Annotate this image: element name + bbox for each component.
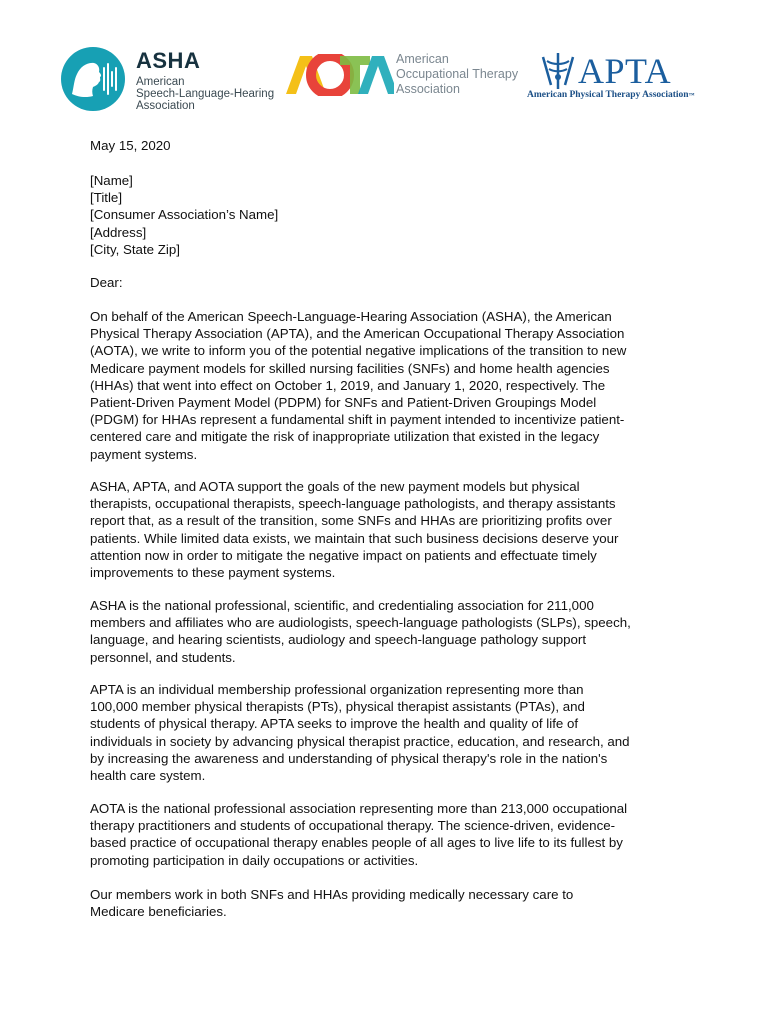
paragraph-line: therapists, occupational therapists, speech-language pathologists, and therapy assistants	[90, 496, 616, 512]
paragraph-line: students of physical therapy. APTA seeks to improve the health and quality of life of	[90, 716, 579, 732]
paragraph-line: therapy practitioners and students of occupational therapy. The science-driven, evidence-	[90, 818, 616, 834]
apta-full-name: American Physical Therapy Association™	[527, 90, 695, 100]
paragraph-line: improvements to these payment systems.	[90, 565, 336, 581]
paragraph-line: Patient-Driven Payment Model (PDPM) for SNFs and Patient-Driven Groupings Model	[90, 395, 597, 411]
paragraph-line: (PDGM) for HHAs represent a fundamental shift in payment intended to incentivize patient-	[90, 412, 625, 428]
address-line: [Title]	[90, 190, 123, 206]
paragraph-line: (AOTA), we write to inform you of the potential negative implications of the transition to new	[90, 343, 627, 359]
paragraph-line: centered care and mitigate the risk of inappropriate utilization that existed in the legacy	[90, 429, 600, 445]
paragraph-members	[90, 886, 690, 920]
address-line: [Address]	[90, 224, 147, 240]
paragraph-line: by increasing the awareness and understanding of physical therapy's role in the nation's	[90, 750, 608, 766]
paragraph-line: attention now in order to mitigate the negative impact on patients and effectuate timely	[90, 547, 597, 563]
letter-date: May 15, 2020	[90, 138, 171, 153]
apta-caduceus-icon	[541, 53, 575, 89]
asha-name-line: Speech-Language-Hearing	[136, 88, 275, 100]
address-line: [Name]	[90, 173, 133, 188]
address-line: [City, State Zip]	[90, 241, 180, 257]
paragraph-intro	[90, 308, 690, 463]
paragraph-aota	[90, 800, 690, 869]
aota-name-line: Association	[396, 82, 460, 96]
paragraph-line: members and affiliates who are audiologists, speech-language pathologists (SLPs), speech,	[90, 615, 631, 631]
paragraph-line: language, and hearing scientists, audiology and speech-language pathology support	[90, 632, 587, 648]
paragraph-apta	[90, 681, 690, 784]
paragraph-line: ASHA is the national professional, scientific, and credentialing association for 211,000	[90, 598, 594, 613]
paragraph-support	[90, 478, 690, 581]
paragraph-line: (HHAs) that went into effect on October 1, 2019, and January 1, 2020, respectively. The	[90, 377, 606, 393]
paragraph-line: Our members work in both SNFs and HHAs providing medically necessary care to	[90, 887, 574, 902]
aota-wordmark-graphic	[284, 54, 394, 96]
paragraph-line: On behalf of the American Speech-Language-Hearing Association (ASHA), the American	[90, 309, 612, 324]
apta-wordmark: APTA	[578, 51, 672, 91]
apta-logo	[527, 50, 699, 106]
paragraph-line: 100,000 member physical therapists (PTs), physical therapist assistants (PTAs), and	[90, 699, 585, 715]
paragraph-line: patients. While limited data exists, we maintain that such business decisions deserve your	[90, 530, 619, 546]
asha-wordmark: ASHA	[136, 48, 201, 73]
aota-name-line: American	[396, 52, 449, 66]
paragraph-line: ASHA, APTA, and AOTA support the goals of the new payment models but physical	[90, 479, 580, 494]
asha-name-line: American	[136, 76, 185, 88]
salutation: Dear:	[90, 275, 123, 290]
paragraph-line: based practice of occupational therapy enables people of all ages to live life to its fullest by	[90, 835, 623, 851]
aota-name-line: Occupational Therapy	[396, 67, 519, 81]
paragraph-line: payment systems.	[90, 446, 198, 462]
paragraph-line: Medicare beneficiaries.	[90, 904, 227, 920]
aota-logo	[284, 50, 529, 102]
paragraph-line: individuals in society by advancing physical therapist practice, education, and research, and	[90, 733, 630, 749]
asha-head-profile-icon	[60, 46, 126, 112]
paragraph-line: report that, as a result of the transition, some SNFs and HHAs are prioritizing profits over	[90, 513, 612, 529]
paragraph-line: health care system.	[90, 768, 206, 784]
address-line: [Consumer Association’s Name]	[90, 207, 279, 223]
recipient-address-block	[90, 172, 690, 258]
paragraph-line: AOTA is the national professional association representing more than 213,000 occupational	[90, 801, 628, 816]
paragraph-line: Medicare payment models for skilled nursing facilities (SNFs) and home health agencies	[90, 360, 610, 376]
paragraph-line: Physical Therapy Association (APTA), and the American Occupational Therapy Association	[90, 326, 625, 342]
trademark-mark: ™	[688, 93, 695, 99]
asha-name-line: Association	[136, 100, 195, 112]
paragraph-line: personnel, and students.	[90, 649, 236, 665]
paragraph-line: APTA is an individual membership professional organization representing more than	[90, 682, 584, 697]
paragraph-asha	[90, 597, 690, 666]
paragraph-line: promoting participation in daily occupations or activities.	[90, 852, 419, 868]
asha-logo	[60, 44, 280, 112]
